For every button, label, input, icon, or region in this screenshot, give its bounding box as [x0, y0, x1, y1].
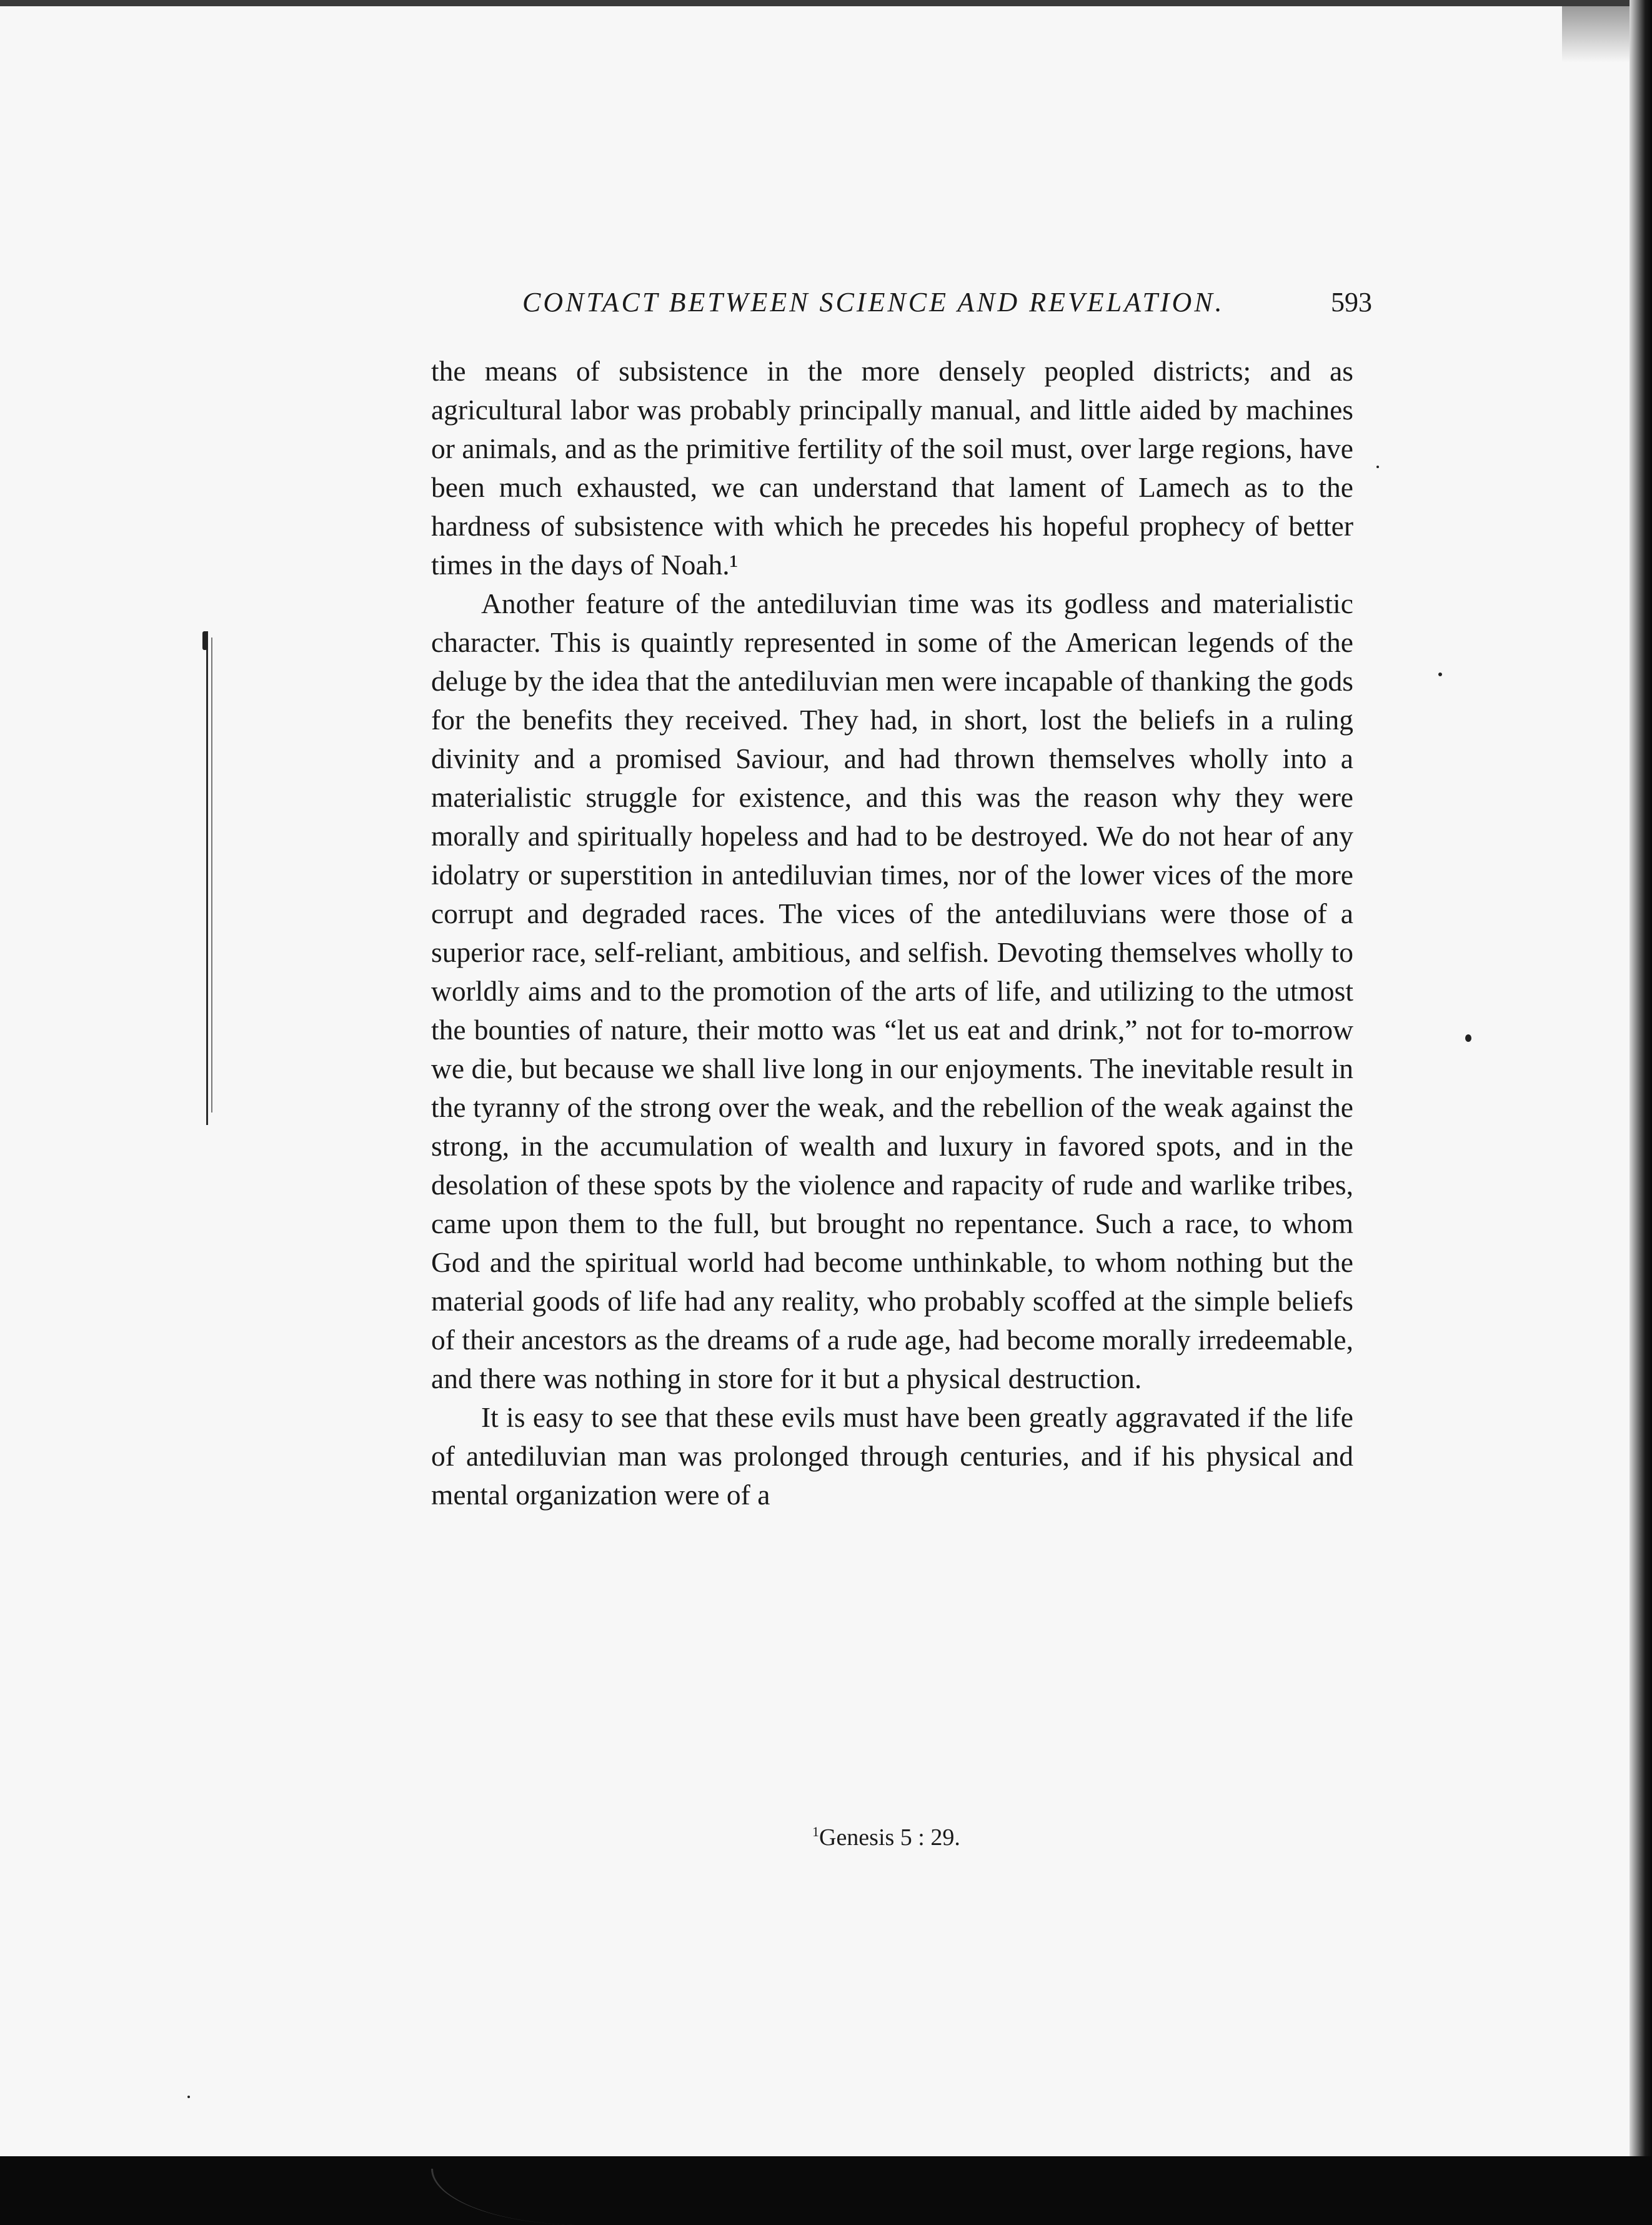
binding-shadow-line [206, 631, 208, 1125]
running-title: CONTACT BETWEEN SCIENCE AND REVELATION. [522, 287, 1225, 318]
speck [1465, 1034, 1471, 1042]
scan-artifact-curve [431, 2169, 583, 2225]
paragraph: It is easy to see that these evils must have been greatly aggravated if the life of antediluvian man was prolonged through centuries, and if his physical and mental organization were of a [431, 1401, 1353, 1511]
binding-shadow-line-inner [211, 638, 212, 1112]
speck [1376, 466, 1379, 468]
running-header [522, 286, 1372, 321]
speck [1438, 672, 1442, 676]
speck [187, 2096, 190, 2098]
binding-mark [202, 631, 207, 650]
page-edge-shadow [1630, 0, 1652, 2156]
page-number: 593 [1331, 287, 1372, 318]
footnote [812, 1824, 960, 1851]
footnote-text: Genesis 5 : 29. [819, 1824, 960, 1851]
footnote-marker: 1 [812, 1824, 819, 1839]
paragraph: Another feature of the antediluvian time was its godless and materialistic character. This is quaintly represented in some of the American legends of the deluge by the idea that the antediluvian men were incapable of thanking the gods for the benefits they received. They had, in short, lost the beliefs in a ruling divinity and a promised Saviour, and had thrown themselves wholly into a materialistic struggle for existence, and this was the reason why they were morally and spiritually hopeless and had to be destroyed. We do not hear of any idolatry or superstition in antediluvian times, nor of the lower vices of the more corrupt and degraded races. The vices of the antediluvians were those of a superior race, self-reliant, ambitious, and selfish. Devoting themselves wholly to worldly aims and to the promotion of the arts of life, and utilizing to the utmost the bounties of nature, their motto was “let us eat and drink,” not for to-morrow we die, but because we shall live long in our enjoyments. The inevitable result in the tyranny of the strong over the weak, and the rebellion of the weak against the strong, in the accumulation of wealth and luxury in favored spots, and in the desolation of these spots by the violence and rapacity of rude and warlike tribes, came upon them to the full, but brought no repentance. Such a race, to whom God and the spiritual world had become unthinkable, to whom nothing but the material goods of life had any reality, who probably scoffed at the simple beliefs of their ancestors as the dreams of a rude age, had become morally irredeemable, and there was nothing in store for it but a physical destruction. [431, 588, 1353, 1394]
page-corner-shadow [1562, 6, 1630, 62]
paragraph-continued: the means of subsistence in the more densely peopled districts; and as agricultural labor was probably principally manual, and little aided by machines or animals, and as the primitive fertility of the soil must, over large regions, have been much exhausted, we can understand that lament of Lamech as to the hardness of subsistence with which he precedes his hopeful prophecy of better times in the days of Noah.¹ [431, 355, 1353, 581]
body-text [431, 352, 1353, 1514]
